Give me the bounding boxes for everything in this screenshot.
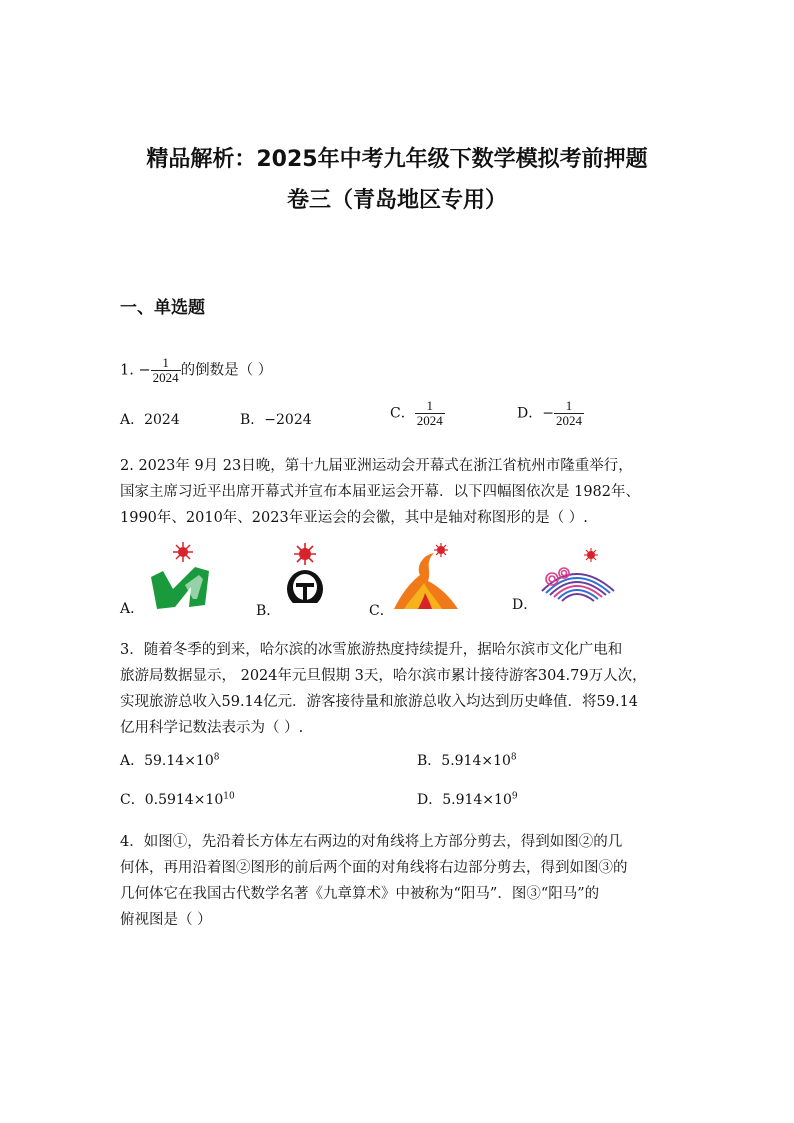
question-number: 1. [120, 362, 134, 379]
fraction: $\frac{1}{2024}$ [152, 355, 179, 385]
question-2-line-1: 2. 2023年 9月 23日晚，第十九届亚洲运动会开幕式在浙江省杭州市隆重举行， [120, 458, 633, 474]
q3-option-c: C．$0.5914\times 10^{10}$ [120, 791, 235, 808]
question-1: 1. − $\frac{1}{2024}$ 的倒数是（ ） [120, 355, 273, 385]
question-3-line-3: 实现旅游总收入59.14亿元．游客接待量和旅游总收入均达到历史峰值．将59.14 [120, 694, 639, 710]
q1-option-b: B．−2024 [240, 412, 312, 428]
document-title-line-1: 精品解析：2025年中考九年级下数学模拟考前押题 [146, 147, 648, 172]
q3-option-d: D．$5.914\times 10^9$ [417, 791, 518, 808]
document-title-line-2: 卷三（青岛地区专用） [286, 188, 507, 213]
emblem-2010-image [392, 543, 460, 611]
question-4-line-3: 几何体它在我国古代数学名著《九章算术》中被称为“阳马”．图③“阳马”的 [120, 886, 600, 902]
section-heading: 一、单选题 [120, 298, 205, 318]
question-2-line-2: 国家主席习近平出席开幕式并宣布本届亚运会开幕．以下四幅图依次是 1982年、 [120, 484, 641, 500]
q3-option-a: A．$59.14\times 10^8$ [120, 752, 220, 769]
question-4-line-4: 俯视图是（ ） [120, 912, 212, 928]
question-3-line-1: 3．随着冬季的到来，哈尔滨的冰雪旅游热度持续提升，据哈尔滨市文化广电和 [120, 642, 623, 658]
q2-option-d: D． [512, 597, 538, 613]
question-3-line-2: 旅游局数据显示， 2024年元旦假期 3天，哈尔滨市累计接待游客304.79万人次， [120, 668, 647, 684]
question-3-line-4: 亿用科学记数法表示为（ ）. [120, 720, 304, 736]
q1-option-c: C． $\frac{1}{2024}$ [390, 398, 443, 428]
q2-option-a: A． [120, 601, 145, 617]
q2-option-b: B． [256, 603, 281, 619]
question-2-line-3: 1990年、2010年、2023年亚运会的会徽，其中是轴对称图形的是（ ）. [120, 510, 588, 526]
q1-option-d: D．− $\frac{1}{2024}$ [517, 398, 582, 428]
emblem-1990-image [282, 541, 328, 613]
question-4-line-2: 何体，再用沿着图②图形的前后两个面的对角线将右边部分剪去，得到如图③的 [120, 860, 628, 876]
emblem-2023-image [536, 547, 618, 605]
question-4-line-1: 4．如图①，先沿着长方体左右两边的对角线将上方部分剪去，得到如图②的几 [120, 834, 623, 850]
emblem-1982-image [145, 541, 213, 613]
q3-option-b: B．$5.914\times 10^8$ [417, 752, 517, 769]
q1-option-a: A．2024 [120, 412, 180, 428]
q2-option-c: C． [369, 603, 394, 619]
